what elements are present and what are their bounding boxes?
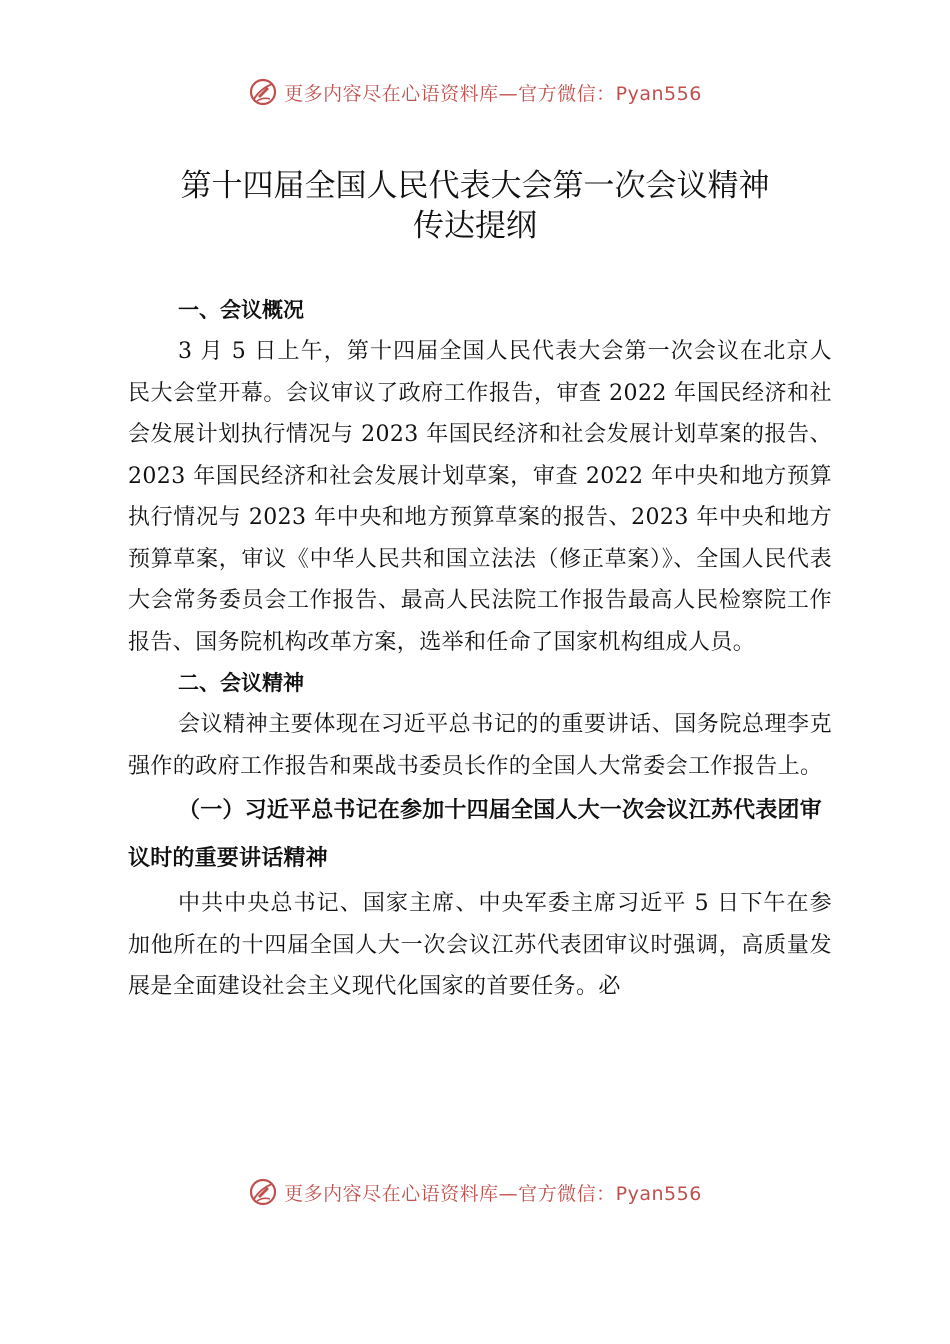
document-body	[128, 290, 832, 1008]
section-heading-spirit: 二、会议精神	[178, 671, 304, 695]
pen-logo-icon	[248, 1177, 278, 1207]
title-line-1: 第十四届全国人民代表大会第一次会议精神	[180, 168, 770, 204]
watermark-text: 更多内容尽在心语资料库—官方微信：Pyan556	[284, 82, 702, 105]
paragraph-speech: 中共中央总书记、国家主席、中央军委主席习近平 5 日下午在参加他所在的十四届全国人大一次会议江苏代表团审议时强调，高质量发展是全面建设社会主义现代化国家的首要任务。必	[128, 891, 832, 999]
pen-logo-icon	[248, 77, 278, 107]
section-heading-overview: 一、会议概况	[178, 298, 304, 322]
watermark-banner-top	[0, 72, 950, 112]
subsection-heading-speech: （一）习近平总书记在参加十四届全国人大一次会议江苏代表团审议时的重要讲话精神	[128, 798, 822, 871]
paragraph-overview: 3 月 5 日上午，第十四届全国人民代表大会第一次会议在北京人民大会堂开幕。会议审议了政府工作报告，审查 2022 年国民经济和社会发展计划执行情况与 2023 年国民经济和社会发展计划草案的报告、2023 年国民经济和社会发展计划草案，审查 2022 年中央和地方预算执行情况与 2023 年中央和地方预算草案的报告、2023 年中央和地方预算草案，审议《中华人民共和国立法法（修正草案）》、全国人民代表大会常务委员会工作报告、最高人民法院工作报告最高人民检察院工作报告、国务院机构改革方案，选举和任命了国家机构组成人员。	[128, 339, 832, 655]
watermark-text: 更多内容尽在心语资料库—官方微信：Pyan556	[284, 1182, 702, 1205]
watermark-banner-bottom	[0, 1172, 950, 1212]
document-title	[100, 166, 850, 246]
paragraph-spirit: 会议精神主要体现在习近平总书记的的重要讲话、国务院总理李克强作的政府工作报告和栗战书委员长作的全国人大常委会工作报告上。	[128, 712, 832, 779]
title-line-2: 传达提纲	[413, 208, 537, 244]
